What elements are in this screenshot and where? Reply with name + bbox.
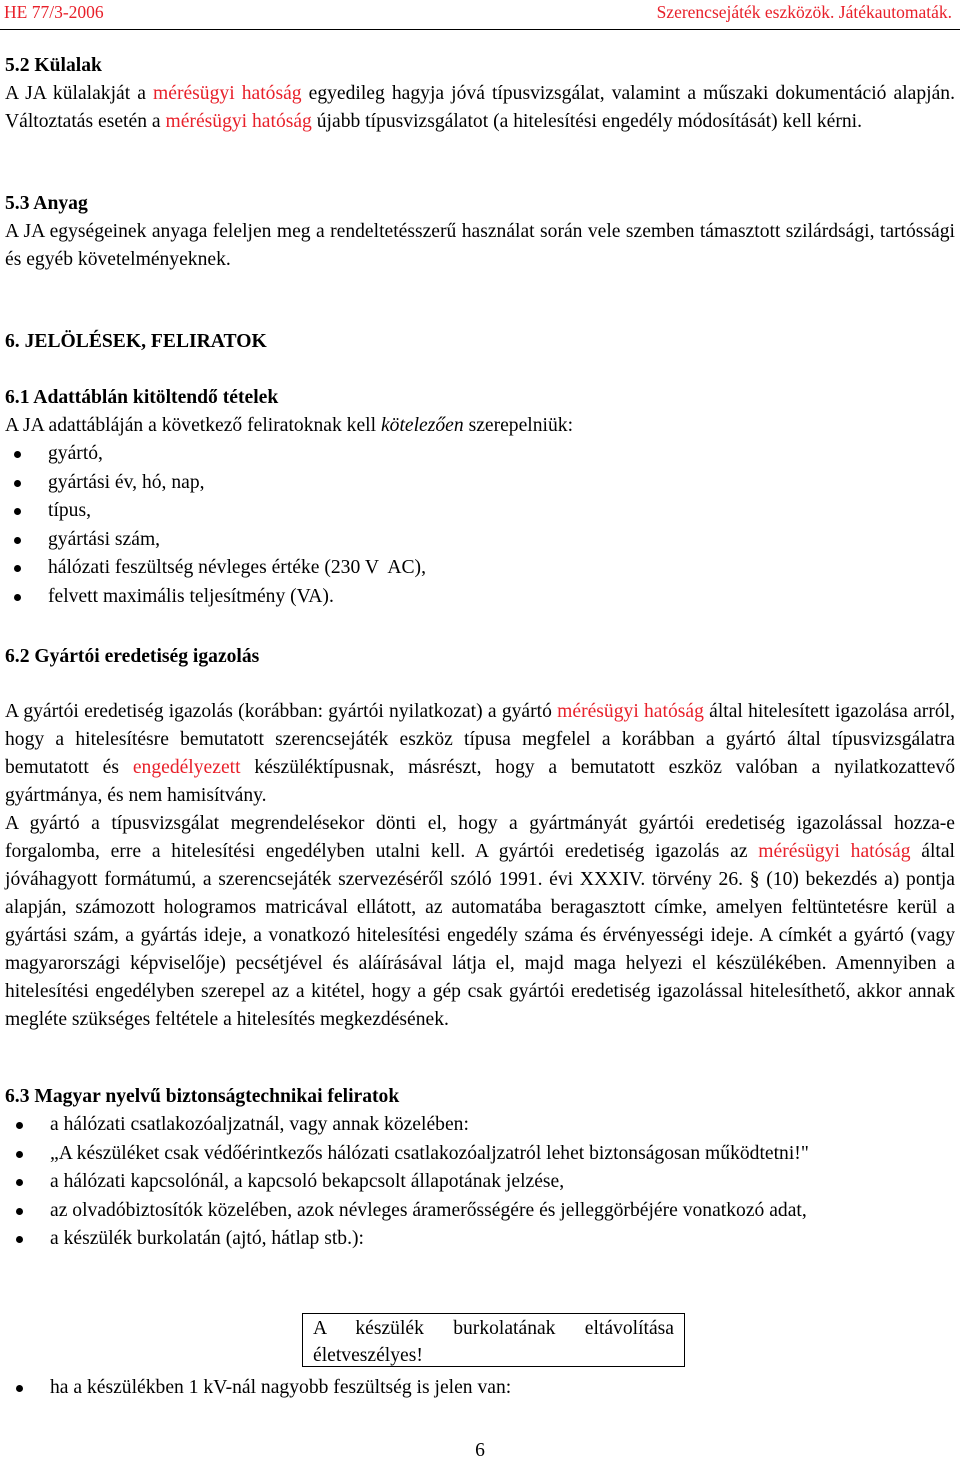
bullet-icon: [16, 1151, 23, 1158]
section-5-2: [5, 52, 955, 136]
list-item: az olvadóbiztosítók közelében, azok névleges áramerősségére és jelleggörbéjére vonatkozó adat,: [5, 1197, 955, 1226]
bullet-icon: [14, 508, 21, 515]
section-6-3-title: 6.3 Magyar nyelvű biztonságtechnikai feliratok: [5, 1086, 400, 1107]
section-6: [5, 328, 955, 356]
page-header: [0, 0, 960, 30]
section-5-3-text: A JA egységeinek anyaga feleljen meg a rendeltetésszerű használat során vele szemben támasztott szilárdsági, tartóssági és egyéb követelményeknek.: [5, 221, 955, 270]
list-item: gyártási év, hó, nap,: [3, 469, 955, 498]
section-5-3-title: 5.3 Anyag: [5, 193, 88, 214]
safety-label-list-continued: [5, 1374, 955, 1403]
list-item: felvett maximális teljesítmény (VA).: [3, 583, 955, 612]
section-5-2-title: 5.2 Külalak: [5, 55, 102, 76]
list-item: típus,: [3, 497, 955, 526]
page-number: 6: [475, 1440, 485, 1461]
list-item: a hálózati kapcsolónál, a kapcsoló bekapcsolt állapotának jelzése,: [5, 1168, 955, 1197]
bullet-icon: [14, 537, 21, 544]
section-6-3-last: [5, 1374, 955, 1403]
header-right: Szerencsejáték eszközök. Játékautomaták.: [656, 2, 952, 22]
bullet-icon: [14, 451, 21, 458]
list-item: „A készüléket csak védőérintkezős hálózati csatlakozóaljzatról lehet biztonságosan működtetni!": [5, 1140, 955, 1169]
bullet-icon: [14, 565, 21, 572]
section-6-2-title: 6.2 Gyártói eredetiség igazolás: [5, 646, 260, 667]
section-6-3: [5, 1083, 955, 1254]
bullet-icon: [14, 594, 21, 601]
safety-label-list: [5, 1111, 955, 1254]
label-item-list: [3, 440, 955, 611]
section-6-1-intro: A JA adattábláján a következő feliratoknak kell kötelezően szerepelniük:: [5, 415, 574, 436]
authority-link-4: mérésügyi hatóság: [758, 841, 911, 862]
list-item: ha a készülékben 1 kV-nál nagyobb feszültség is jelen van:: [5, 1374, 955, 1403]
authority-link-1: mérésügyi hatóság: [153, 83, 302, 104]
section-6-2: [5, 643, 955, 671]
section-6-1: [5, 384, 955, 611]
authority-link-3: mérésügyi hatóság: [557, 701, 704, 722]
section-6-2-paragraph-1: A gyártói eredetiség igazolás (korábban: gyártói nyilatkozat) a gyártó mérésügyi hatóság által hitelesített igazolása arról, hogy a hitelesítésre bemutatott szerencsejáték eszköz típusa megfelel a korábban a gyártó által típusvizsgálatra bemutatott és engedélyezett készüléktípusnak, másrészt, hogy a bemutatott eszköz valóban a nyilatkozattevő gyártmánya, és nem hamisítvány.: [5, 701, 955, 806]
section-6-title: 6. JELÖLÉSEK, FELIRATOK: [5, 331, 267, 352]
approved-link: engedélyezett: [132, 757, 241, 778]
list-item: a hálózati csatlakozóaljzatnál, vagy annak közelében:: [5, 1111, 955, 1140]
section-5-2-text: A JA külalakját a mérésügyi hatóság egyedileg hagyja jóvá típusvizsgálat, valamint a műszaki dokumentáció alapján. Változtatás esetén a mérésügyi hatóság újabb típusvizsgálatot (a hitelesítési engedély módosítását) kell kérni.: [5, 83, 955, 132]
authority-link-2: mérésügyi hatóság: [165, 111, 312, 132]
bullet-icon: [16, 1385, 23, 1392]
bullet-icon: [16, 1179, 23, 1186]
list-item: hálózati feszültség névleges értéke (230 V AC),: [3, 554, 955, 583]
bullet-icon: [16, 1122, 23, 1129]
section-6-2-paragraph-2: A gyártó a típusvizsgálat megrendelésekor dönti el, hogy a gyártmányát gyártói eredetiség igazolással hozza-e forgalomba, erre a hitelesítési engedélyben utalni kell. A gyártói eredetiség igazolás az mérésügyi hatóság által jóváhagyott formátumú, a szerencsejáték szervezéséről szóló 1991. évi XXXIV. törvény 26. § (10) bekezdés a) pontja alapján, számozott hologramos matricával ellátott, az automatába beragasztott címke, amelyen feltüntetésre kerül a gyártási szám, a gyártás ideje, a vonatkozó hitelesítési engedély száma és érvényességi ideje. A címkét a gyártó (vagy magyarországi képviselője) pecsétjével és aláírásával látja el, majd maga helyezi el készülékében. Amennyiben a hitelesítési engedélyben szerepel az a kitétel, hogy a gép csak gyártói eredetiség igazolással hitelesíthető, akkor annak megléte szükséges feltétele a hitelesítés megkezdésének.: [5, 813, 955, 1030]
section-6-1-title: 6.1 Adattáblán kitöltendő tételek: [5, 387, 279, 408]
bullet-icon: [16, 1236, 23, 1243]
list-item: a készülék burkolatán (ajtó, hátlap stb.):: [5, 1225, 955, 1254]
section-5-3: [5, 190, 955, 274]
warning-box: A készülék burkolatának eltávolítása életveszélyes!: [302, 1313, 685, 1367]
bullet-icon: [16, 1208, 23, 1215]
list-item: gyártási szám,: [3, 526, 955, 555]
header-left: HE 77/3-2006: [4, 2, 104, 22]
bullet-icon: [14, 480, 21, 487]
section-6-2-body: [5, 698, 955, 1034]
list-item: gyártó,: [3, 440, 955, 469]
